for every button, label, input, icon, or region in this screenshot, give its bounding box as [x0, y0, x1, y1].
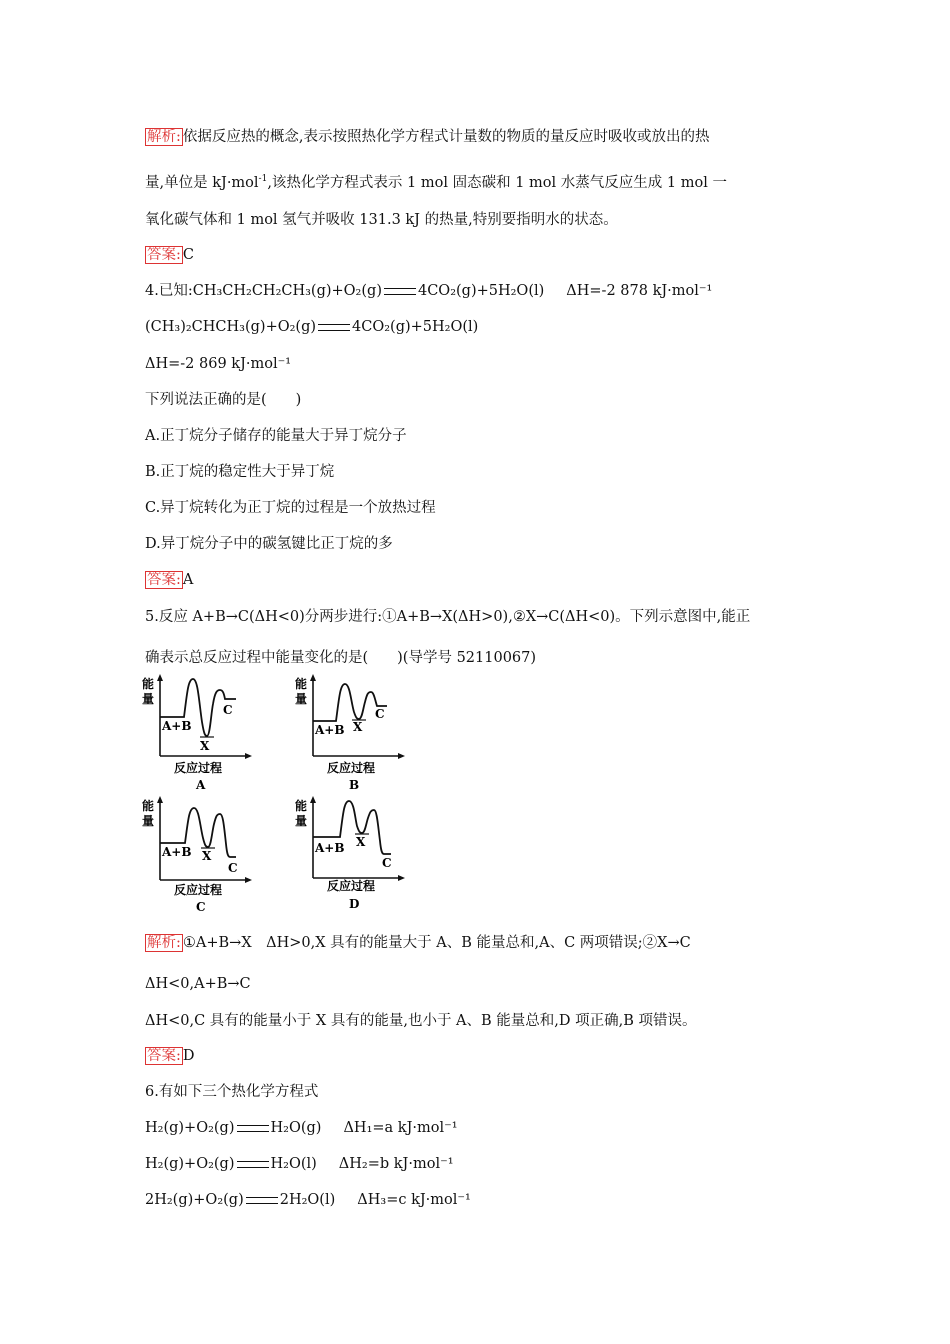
- option-text: D.异丁烷分子中的碳氢键比正丁烷的多: [145, 536, 393, 552]
- equation-left: 2H₂(g)+O₂(g): [145, 1192, 244, 1208]
- equation-right: 4CO₂(g)+5H₂O(l): [352, 319, 479, 335]
- analysis-text: ,该热化学方程式表示 1 mol 固态碳和 1 mol 水蒸气反应生成 1 mol 一: [267, 174, 727, 191]
- q4-equation-2: [145, 317, 478, 337]
- xlabel: 反应过程: [327, 879, 376, 893]
- equation-left: H₂(g)+O₂(g): [145, 1156, 235, 1172]
- analysis-tag: 解析:: [147, 129, 181, 145]
- q4-equation-2-dh: [145, 354, 291, 374]
- panel-label: C: [196, 900, 206, 914]
- q4-equation-1: [145, 281, 712, 301]
- energy-diagram-a: [140, 674, 270, 794]
- q5-analysis-line-3: [145, 1011, 697, 1031]
- q5-analysis-line-2: [145, 974, 251, 994]
- q3-answer: [145, 245, 194, 265]
- xlabel: 反应过程: [327, 761, 376, 775]
- ylabel-char: 能: [295, 799, 308, 813]
- x-axis-arrow: [398, 753, 405, 759]
- q3-analysis-line-2: 量,单位是 kJ·mol$^{-1}$,该热化学方程式表示 1 mol 固态碳和 1 mol 水蒸气反应生成 1 mol 一: [145, 174, 727, 191]
- label-ab: A+B: [162, 845, 192, 859]
- y-axis-arrow: [157, 796, 163, 803]
- question-stem: 下列说法正确的是( ): [145, 392, 302, 408]
- ylabel-char: 量: [142, 814, 155, 828]
- ylabel-char: 量: [295, 692, 308, 706]
- ylabel-char: 能: [142, 799, 155, 813]
- label-x: X: [356, 835, 366, 849]
- q6-equation-3: [145, 1190, 471, 1210]
- option-text: C.异丁烷转化为正丁烷的过程是一个放热过程: [145, 500, 436, 516]
- analysis-text: ΔH<0,C 具有的能量小于 X 具有的能量,也小于 A、B 能量总和,D 项正确,B 项错误。: [145, 1013, 697, 1029]
- label-c: C: [382, 856, 392, 870]
- option-text: A.正丁烷分子储存的能量大于异丁烷分子: [145, 428, 407, 444]
- answer-tag: 答案:: [147, 572, 181, 588]
- answer-tag: 答案:: [147, 247, 181, 263]
- analysis-text: 依据反应热的概念,表示按照热化学方程式计量数的物质的量反应时吸收或放出的热: [182, 129, 710, 145]
- energy-diagram-d: [293, 796, 423, 916]
- label-c: C: [228, 861, 238, 875]
- energy-diagram-b: [293, 674, 423, 794]
- q5-stem-line-1: [145, 607, 750, 627]
- xlabel: 反应过程: [174, 883, 223, 897]
- analysis-tag: 解析:: [147, 935, 181, 951]
- equals-sign: [237, 1161, 269, 1168]
- equation-left: (CH₃)₂CHCH₃(g)+O₂(g): [145, 319, 317, 335]
- enthalpy-change: ΔH₁=a kJ·mol⁻¹: [343, 1120, 458, 1136]
- enthalpy-change: ΔH=-2 869 kJ·mol⁻¹: [145, 356, 292, 372]
- answer-value: C: [182, 247, 194, 263]
- ylabel-char: 量: [295, 814, 308, 828]
- equation-right: H₂O(g): [270, 1120, 322, 1136]
- q4-stem: [145, 390, 301, 410]
- panel-label: A: [196, 778, 206, 792]
- equation-right: 2H₂O(l): [279, 1192, 336, 1208]
- x-axis-arrow: [398, 875, 405, 881]
- label-x: X: [202, 849, 212, 863]
- analysis-text: ①A+B→X ΔH>0,X 具有的能量大于 A、B 能量总和,A、C 两项错误;②X→C: [182, 935, 691, 951]
- q4-option-c: [145, 498, 436, 518]
- analysis-text: 氧化碳气体和 1 mol 氢气并吸收 131.3 kJ 的热量,特别要指明水的状态。: [145, 212, 618, 228]
- q5-analysis-line-1: [145, 933, 691, 953]
- x-axis-arrow: [245, 753, 252, 759]
- panel-label: D: [349, 897, 360, 911]
- analysis-text: 量,单位是 kJ·mol: [145, 174, 259, 191]
- equation-right: 4CO₂(g)+5H₂O(l): [417, 283, 545, 299]
- q5-answer: [145, 1046, 195, 1066]
- ylabel-char: 能: [142, 677, 155, 691]
- equals-sign: [318, 324, 350, 331]
- label-ab: A+B: [315, 841, 345, 855]
- enthalpy-change: ΔH₃=c kJ·mol⁻¹: [357, 1192, 471, 1208]
- xlabel: 反应过程: [174, 761, 223, 775]
- equals-sign: [384, 288, 416, 295]
- equation-right: H₂O(l): [270, 1156, 317, 1172]
- q3-analysis-line-1: [145, 127, 710, 147]
- q4-answer: [145, 570, 193, 590]
- label-ab: A+B: [162, 719, 192, 733]
- equation-left: 4.已知:CH₃CH₂CH₂CH₃(g)+O₂(g): [145, 283, 382, 299]
- label-c: C: [375, 707, 385, 721]
- q6-stem: [145, 1082, 318, 1102]
- y-axis-arrow: [157, 674, 163, 681]
- y-axis-arrow: [310, 796, 316, 803]
- enthalpy-change: ΔH=-2 878 kJ·mol⁻¹: [566, 283, 713, 299]
- ylabel-char: 能: [295, 677, 308, 691]
- y-axis-arrow: [310, 674, 316, 681]
- label-x: X: [353, 720, 363, 734]
- q4-option-a: [145, 426, 407, 446]
- q3-analysis-line-3: [145, 210, 618, 230]
- q6-equation-1: [145, 1118, 458, 1138]
- ylabel-char: 量: [142, 692, 155, 706]
- q4-option-b: [145, 462, 334, 482]
- x-axis-arrow: [245, 877, 252, 883]
- question-stem: 确表示总反应过程中能量变化的是( )(导学号 52110067): [145, 650, 537, 666]
- q6-equation-2: [145, 1154, 454, 1174]
- label-ab: A+B: [315, 723, 345, 737]
- q4-option-d: [145, 534, 393, 554]
- answer-value: A: [182, 572, 194, 588]
- q5-stem-line-2: [145, 648, 536, 668]
- enthalpy-change: ΔH₂=b kJ·mol⁻¹: [338, 1156, 454, 1172]
- question-stem: 5.反应 A+B→C(ΔH<0)分两步进行:①A+B→X(ΔH>0),②X→C(ΔH<0)。下列示意图中,能正: [145, 609, 751, 625]
- answer-tag: 答案:: [147, 1048, 181, 1064]
- equals-sign: [237, 1125, 269, 1132]
- answer-value: D: [182, 1048, 195, 1064]
- analysis-text: ΔH<0,A+B→C: [145, 976, 251, 992]
- energy-diagram-c: [140, 796, 270, 916]
- option-text: B.正丁烷的稳定性大于异丁烷: [145, 464, 335, 480]
- equation-left: H₂(g)+O₂(g): [145, 1120, 235, 1136]
- label-x: X: [200, 739, 210, 753]
- question-stem: 6.有如下三个热化学方程式: [145, 1084, 319, 1100]
- equals-sign: [246, 1197, 278, 1204]
- panel-label: B: [349, 778, 360, 792]
- label-c: C: [223, 703, 233, 717]
